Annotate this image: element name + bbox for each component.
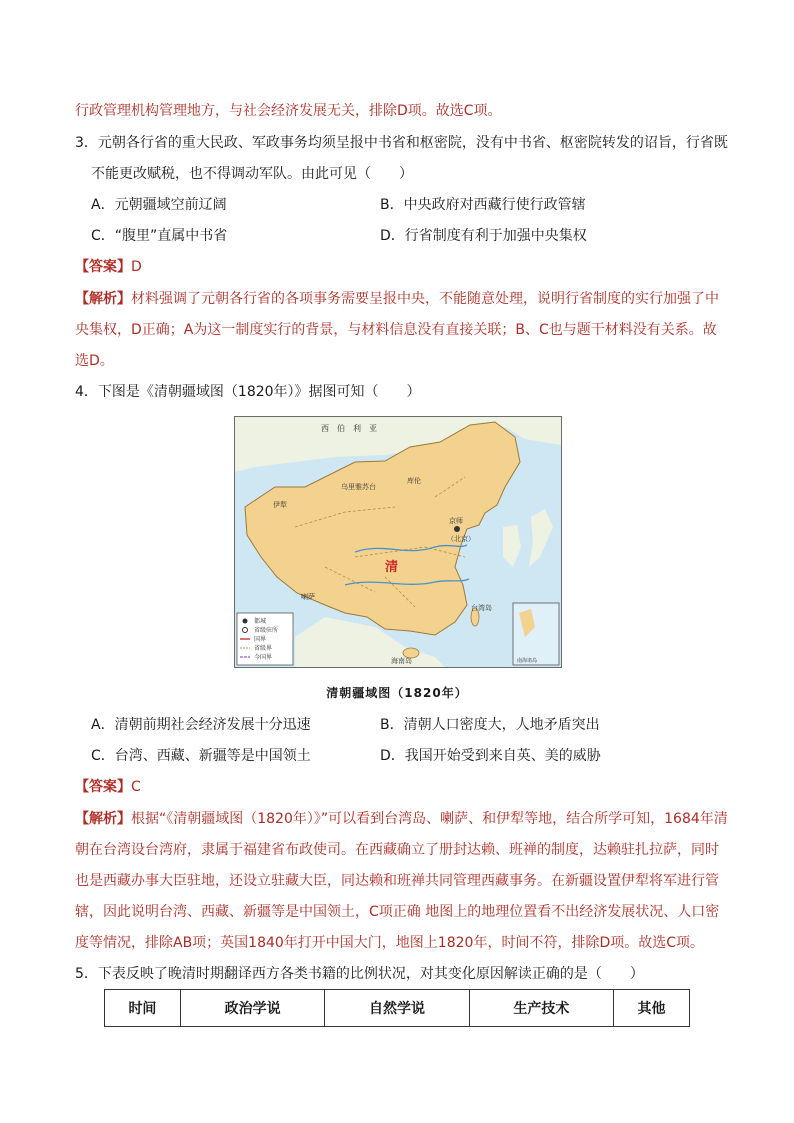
q4-option-c: C．台湾、西藏、新疆等是中国领土 [91, 748, 311, 764]
q3-option-a: A．元朝疆域空前辽阔 [91, 197, 227, 213]
q4-option-b: B．清朝人口密度大，人地矛盾突出 [380, 717, 600, 733]
map-label-capital: 京师 [449, 517, 463, 525]
q5-table [104, 989, 690, 1027]
map-label-taiwan: 台湾岛 [471, 604, 492, 612]
q4-analysis-line4: 辖，因此说明台湾、西藏、新疆等是中国领土，C项正确 地图上的地理位置看不出经济发展状况、人口密 [75, 904, 720, 920]
q3-stem-line1: 3．元朝各行省的重大民政、军政事务均须呈报中书省和枢密院，没有中书省、枢密院转发的诏旨，行省既 [75, 135, 728, 151]
map-label-siberia: 西 伯 利 亚 [321, 424, 377, 433]
q3-analysis-line3: 选D。 [75, 353, 114, 369]
qing-territory-map [234, 416, 562, 668]
map-label-qing: 清 [385, 560, 399, 575]
analysis-text: 根据“《清朝疆域图（1820年）》”可以看到台湾岛、喇萨、和伊犁等地，结合所学可知，1684年清 [131, 811, 728, 827]
q4-option-d: D．我国开始受到来自英、美的威胁 [380, 748, 601, 764]
q2-analysis-tail: 行政管理机构管理地方，与社会经济发展无关，排除D项。故选C项。 [75, 103, 502, 119]
q5-stem: 5．下表反映了晚清时期翻译西方各类书籍的比例状况，对其变化原因解读正确的是（ ） [75, 966, 644, 982]
answer-value: C [131, 779, 141, 795]
table-header-cell: 政治学说 [180, 990, 324, 1027]
map-label-yili: 伊犁 [273, 501, 287, 509]
legend-label-modern-border: 今国界 [254, 654, 273, 661]
map-label-hainan: 海南岛 [391, 657, 412, 665]
map-label-kulun: 库伦 [407, 477, 421, 485]
map-label-wuliyasutai: 乌里雅苏台 [341, 483, 376, 491]
q3-option-b: B．中央政府对西藏行使行政管辖 [380, 197, 586, 213]
analysis-tag: 【解析】 [75, 811, 131, 827]
q4-analysis-line2: 朝在台湾设台湾府，隶属于福建省布政使司。在西藏确立了册封达赖、班禅的制度，达赖驻扎拉萨，同时 [75, 842, 719, 858]
q3-analysis-line2: 央集权，D正确；A为这一制度实行的背景，与材料信息没有直接关联；B、C也与题干材料没有关系。故 [75, 322, 717, 338]
map-label-south-sea: 南海诸岛 [517, 658, 538, 664]
q4-answer [75, 777, 141, 797]
map-label-beijing: （北京） [447, 535, 475, 543]
map-caption: 清朝疆域图（1820年） [326, 686, 468, 700]
q4-analysis-line1 [75, 809, 728, 829]
legend-label-province-border: 省级界 [254, 645, 273, 652]
map-inset-box [513, 603, 559, 665]
analysis-text: 材料强调了元朝各行省的各项事务需要呈报中央，不能随意处理，说明行省制度的实行加强了中 [131, 291, 719, 307]
q4-stem: 4．下图是《清朝疆域图（1820年）》据图可知（ ） [75, 384, 421, 400]
map-image [235, 417, 561, 667]
q3-analysis-line1 [75, 289, 719, 309]
map-capital-marker [454, 526, 460, 532]
legend-label-capital: 都城 [254, 618, 267, 625]
q4-analysis-line3: 也是西藏办事大臣驻地，还设立驻藏大臣，同达赖和班禅共同管理西藏事务。在新疆设置伊犁将军进行管 [75, 873, 719, 889]
q4-option-a: A．清朝前期社会经济发展十分迅速 [91, 717, 311, 733]
q3-answer [75, 257, 142, 277]
table-header-row [105, 990, 690, 1027]
analysis-tag: 【解析】 [75, 291, 131, 307]
map-label-lhasa: 喇萨 [301, 593, 315, 601]
answer-tag: 【答案】 [75, 259, 131, 275]
answer-value: D [131, 259, 142, 275]
table-header-cell: 时间 [105, 990, 181, 1027]
answer-tag: 【答案】 [75, 779, 131, 795]
q3-stem-line2: 不能更改赋税，也不得调动军队。由此可见（ ） [91, 166, 413, 182]
table-header-cell: 其他 [614, 990, 690, 1027]
legend-capital-symbol [243, 619, 248, 624]
q3-option-c: C．“腹里”直属中书省 [91, 228, 228, 244]
legend-label-province-seat: 省级驻所 [254, 627, 279, 634]
q4-analysis-line5: 度等情况，排除AB项；英国1840年打开中国大门，地图上1820年，时间不符，排除D项。故选C项。 [75, 935, 704, 951]
legend-label-national-border: 国界 [254, 636, 267, 643]
q3-option-d: D．行省制度有利于加强中央集权 [380, 228, 587, 244]
table-header-cell: 自然学说 [325, 990, 469, 1027]
table-header-cell: 生产技术 [469, 990, 613, 1027]
